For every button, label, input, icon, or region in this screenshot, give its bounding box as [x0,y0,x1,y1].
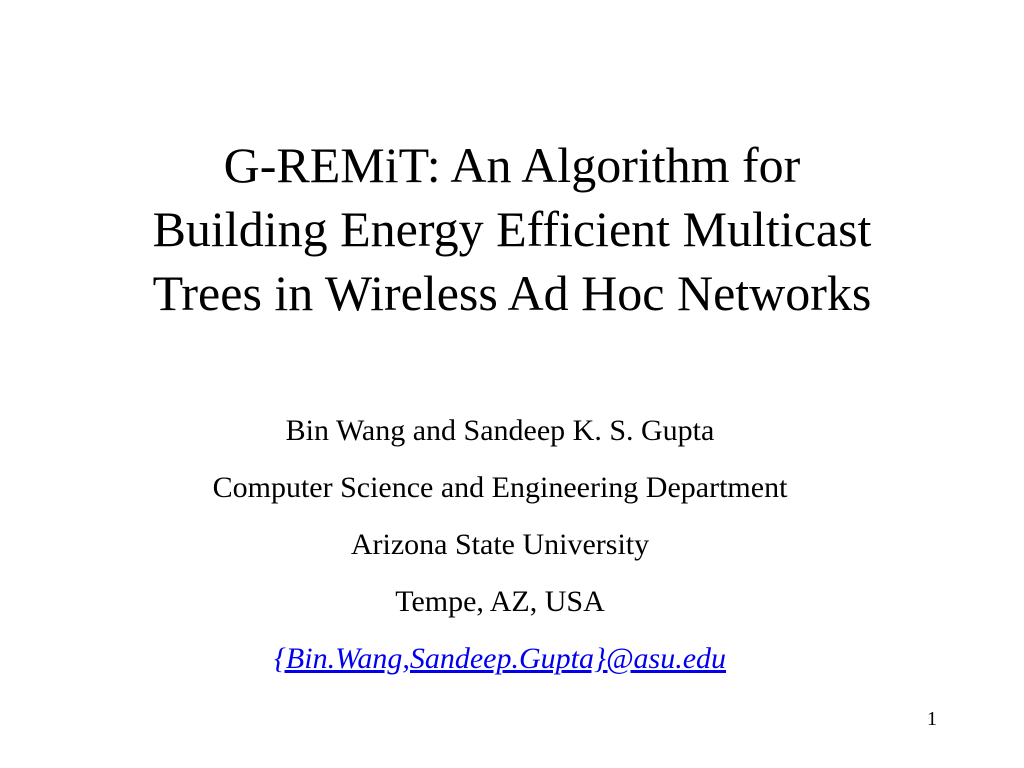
slide-title [40,133,984,325]
university-name: Arizona State University [350,528,650,561]
title-line-2: Building Energy Efficient Multicast [152,201,872,257]
title-line-1: G-REMiT: An Algorithm for [223,137,801,193]
title-line-3: Trees in Wireless Ad Hoc Networks [152,265,872,321]
page-number: 1 [927,708,937,730]
department-name: Computer Science and Engineering Department [212,471,788,504]
location-text: Tempe, AZ, USA [395,585,605,618]
email-link[interactable]: {Bin.Wang,Sandeep.Gupta}@asu.edu [273,642,727,675]
author-names: Bin Wang and Sandeep K. S. Gupta [285,414,715,447]
author-block [0,402,1000,687]
